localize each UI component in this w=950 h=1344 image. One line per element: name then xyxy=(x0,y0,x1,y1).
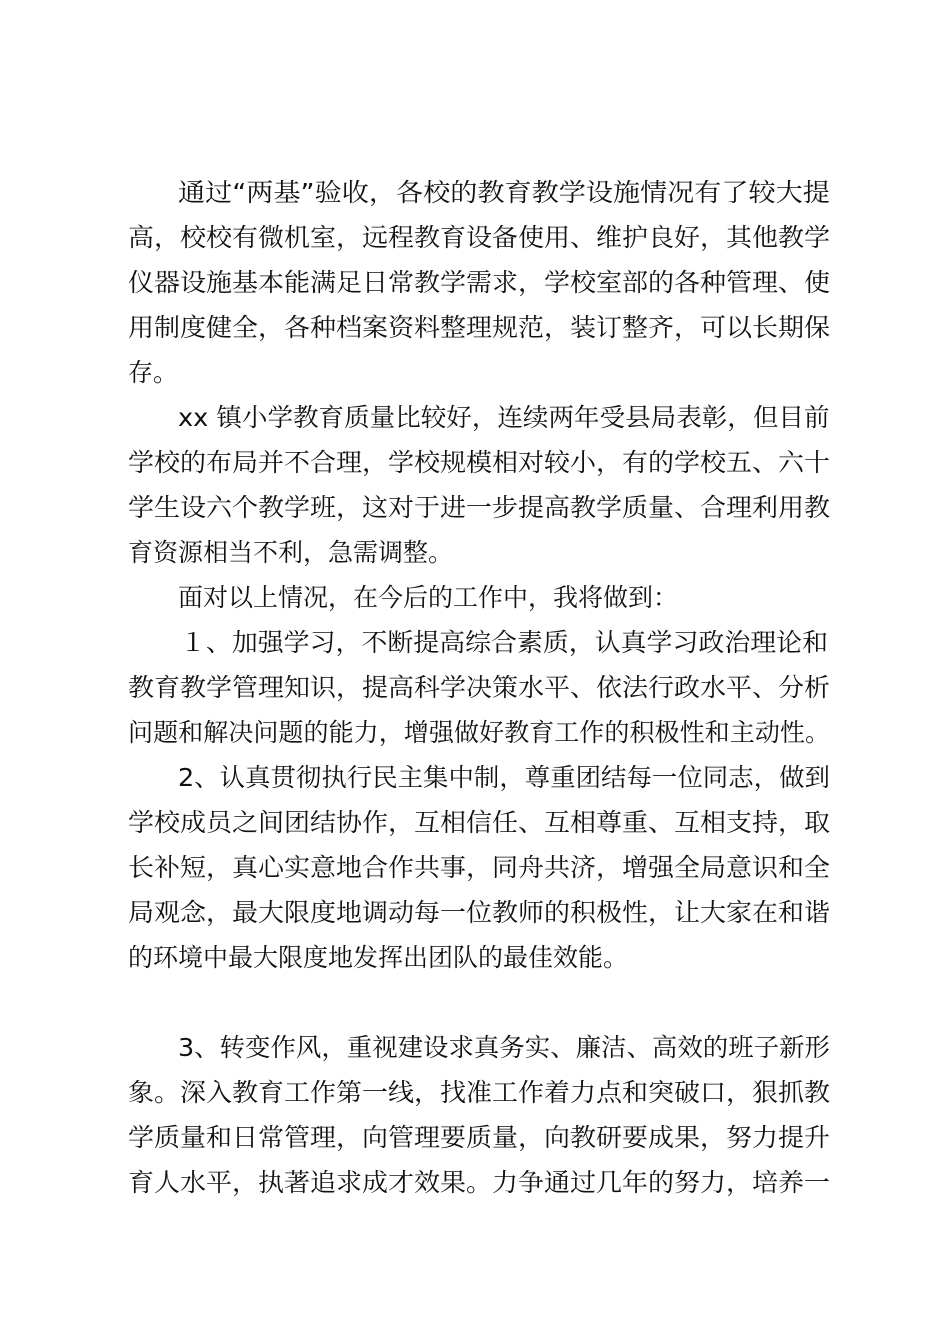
paragraph-item-1-line-2: 教育教学管理知识，提高科学决策水平、依法行政水平、分析 xyxy=(128,673,831,702)
paragraph-item-2-line-5: 的环境中最大限度地发挥出团队的最佳效能。 xyxy=(128,943,629,972)
paragraph-item-3-line-4: 育人水平，执著追求成才效果。力争通过几年的努力，培养一 xyxy=(128,1168,831,1197)
paragraph-item-2-line-4: 局观念，最大限度地调动每一位教师的积极性，让大家在和谐 xyxy=(128,898,831,927)
paragraph-layout-line-4: 育资源相当不利，急需调整。 xyxy=(128,538,454,567)
paragraph-layout-line-1: xx 镇小学教育质量比较好，连续两年受县局表彰，但目前 xyxy=(178,403,830,432)
paragraph-item-1-line-1: １、加强学习，不断提高综合素质，认真学习政治理论和 xyxy=(180,628,829,657)
paragraph-item-3-line-1: 3、转变作风，重视建设求真务实、廉洁、高效的班子新形 xyxy=(178,1033,830,1062)
paragraph-facilities-line-1: 通过“两基”验收，各校的教育教学设施情况有了较大提 xyxy=(178,178,830,207)
paragraph-intro-line-1: 面对以上情况，在今后的工作中，我将做到： xyxy=(178,583,679,612)
paragraph-layout-line-2: 学校的布局并不合理，学校规模相对较小，有的学校五、六十 xyxy=(128,448,831,477)
paragraph-item-2-line-1: 2、认真贯彻执行民主集中制，尊重团结每一位同志，做到 xyxy=(178,763,830,792)
paragraph-item-2-line-3: 长补短，真心实意地合作共事，同舟共济，增强全局意识和全 xyxy=(128,853,831,882)
paragraph-facilities-line-5: 存。 xyxy=(128,358,179,387)
paragraph-item-1-line-3: 问题和解决问题的能力，增强做好教育工作的积极性和主动性。 xyxy=(128,718,831,747)
paragraph-item-2-line-2: 学校成员之间团结协作，互相信任、互相尊重、互相支持，取 xyxy=(128,808,831,837)
paragraph-facilities-line-4: 用制度健全，各种档案资料整理规范，装订整齐，可以长期保 xyxy=(128,313,831,342)
paragraph-facilities-line-2: 高，校校有微机室，远程教育设备使用、维护良好，其他教学 xyxy=(128,223,831,252)
paragraph-facilities-line-3: 仪器设施基本能满足日常教学需求，学校室部的各种管理、使 xyxy=(128,268,831,297)
paragraph-layout-line-3: 学生设六个教学班，这对于进一步提高教学质量、合理利用教 xyxy=(128,493,831,522)
paragraph-item-3-line-2: 象。深入教育工作第一线，找准工作着力点和突破口，狠抓教 xyxy=(128,1078,831,1107)
paragraph-item-3-line-3: 学质量和日常管理，向管理要质量，向教研要成果，努力提升 xyxy=(128,1123,831,1152)
